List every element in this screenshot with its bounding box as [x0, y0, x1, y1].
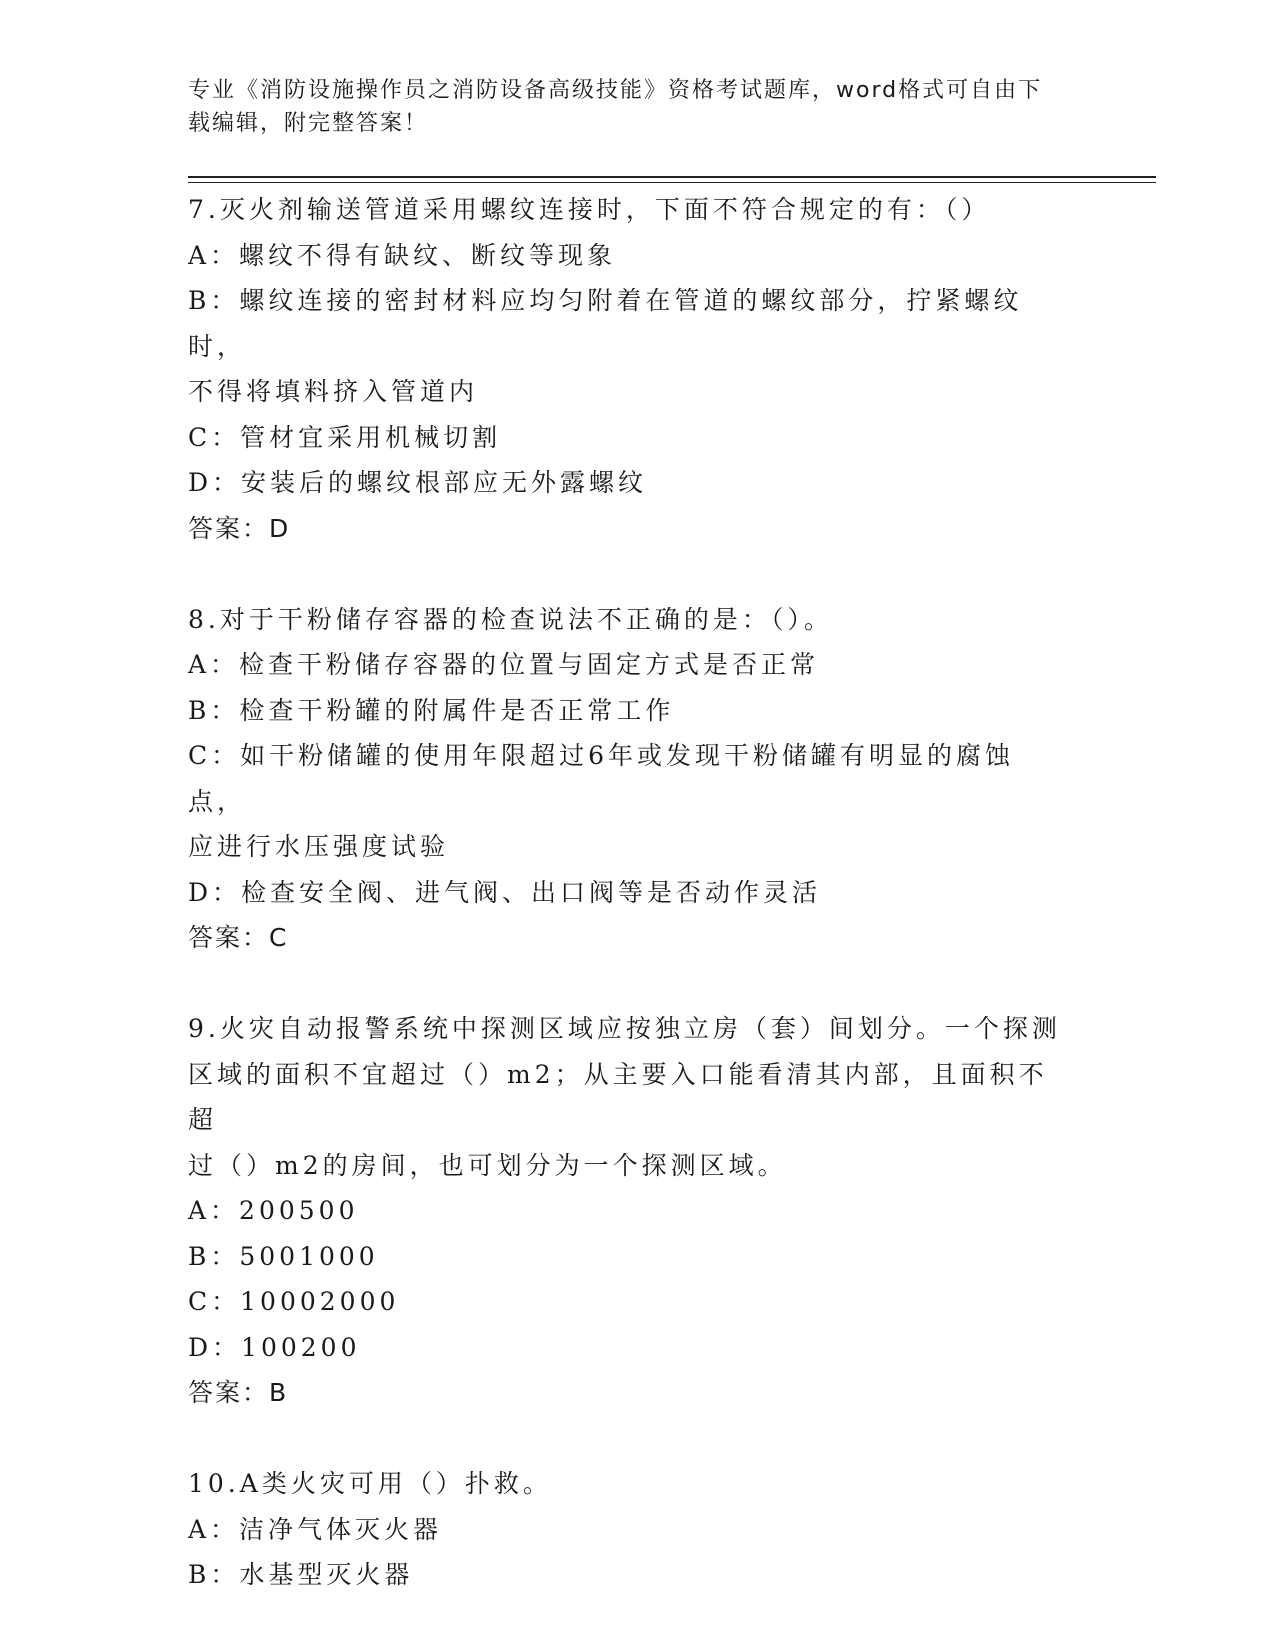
option-a: A：螺纹不得有缺纹、断纹等现象: [188, 240, 617, 270]
answer-line: 答案：D: [188, 513, 291, 543]
option-b-continued: 不得将填料挤入管道内: [188, 377, 479, 406]
document-header: [188, 74, 1068, 140]
option-c: C：管材宜采用机械切割: [188, 422, 502, 452]
question-7: [188, 187, 1068, 551]
answer-line: 答案：C: [188, 923, 289, 952]
header-divider-thin: [188, 182, 1156, 183]
question-spacer: [188, 551, 1068, 597]
question-stem: 9.火灾自动报警系统中探测区域应按独立房（套）间划分。一个探测: [188, 1014, 1061, 1043]
option-b: B：螺纹连接的密封材料应均匀附着在管道的螺纹部分，拧紧螺纹时，: [188, 286, 1023, 361]
option-d: D：安装后的螺纹根部应无外露螺纹: [188, 468, 648, 497]
option-a: A：检查干粉储存容器的位置与固定方式是否正常: [188, 650, 820, 679]
option-b: B：水基型灭火器: [188, 1560, 414, 1589]
option-d: D：100200: [188, 1332, 361, 1362]
question-spacer: [188, 1416, 1068, 1462]
question-9: [188, 1006, 1068, 1416]
question-stem: 7.灭火剂输送管道采用螺纹连接时，下面不符合规定的有：（）: [188, 195, 991, 224]
option-a: A：洁净气体灭火器: [188, 1514, 443, 1544]
option-c: C：10002000: [188, 1287, 400, 1316]
question-stem: 10.A类火灾可用（）扑救。: [188, 1469, 552, 1498]
option-c: C：如干粉储罐的使用年限超过6年或发现干粉储罐有明显的腐蚀点，: [188, 741, 1015, 816]
answer-line: 答案：B: [188, 1378, 289, 1407]
question-stem-continued: 区域的面积不宜超过（）m2；从主要入口能看清其内部，且面积不超: [188, 1059, 1048, 1134]
option-b: B：5001000: [188, 1241, 379, 1271]
question-stem-continued: 过（）m2的房间，也可划分为一个探测区域。: [188, 1150, 787, 1180]
header-divider-thick: [188, 176, 1156, 178]
option-c-continued: 应进行水压强度试验: [188, 832, 450, 861]
option-b: B：检查干粉罐的附属件是否正常工作: [188, 695, 675, 725]
option-d: D：检查安全阀、进气阀、出口阀等是否动作灵活: [188, 877, 822, 907]
question-10: [188, 1461, 1068, 1598]
header-line-1: 专业《消防设施操作员之消防设备高级技能》资格考试题库，word格式可自由下: [188, 78, 1043, 103]
question-spacer: [188, 961, 1068, 1007]
question-stem: 8.对于干粉储存容器的检查说法不正确的是：（）。: [188, 604, 833, 634]
question-8: [188, 597, 1068, 961]
question-list: [188, 187, 1068, 1598]
option-a: A：200500: [188, 1196, 359, 1225]
header-line-2: 载编辑，附完整答案！: [188, 111, 429, 136]
